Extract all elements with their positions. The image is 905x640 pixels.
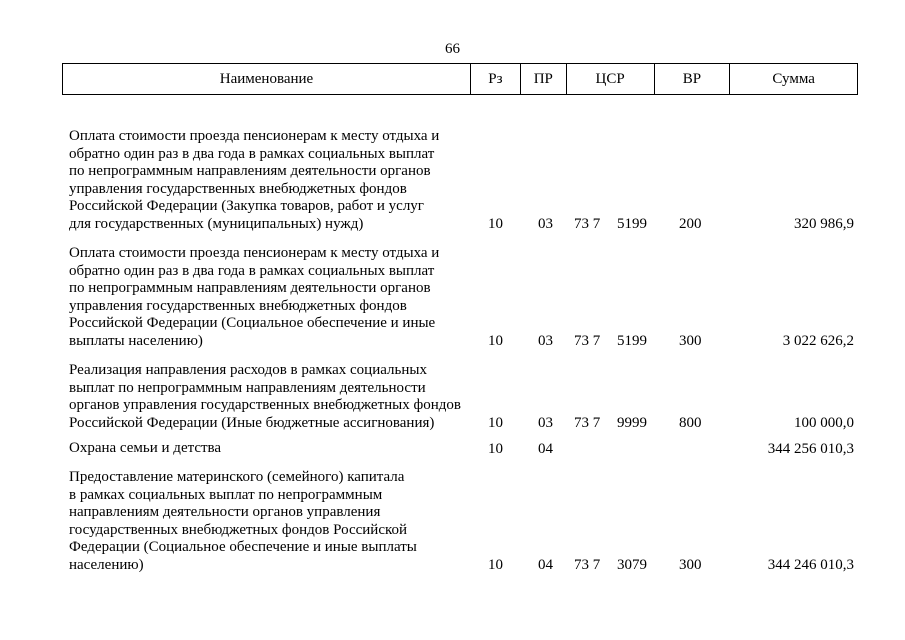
description-line: по непрограммным направлениям деятельности органов — [69, 163, 431, 179]
row-description — [69, 362, 469, 432]
cell-rz: 10 — [488, 332, 503, 349]
cell-pr: 03 — [538, 414, 553, 431]
row-description — [69, 440, 469, 458]
cell-sum: 344 246 010,3 — [767, 556, 854, 573]
header-csr: ЦСР — [567, 64, 655, 94]
row-description — [69, 469, 469, 574]
header-vr: ВР — [655, 64, 731, 94]
row-description — [69, 245, 469, 350]
description-line: населению) — [69, 556, 144, 573]
description-line: направлениям деятельности органов управления — [69, 504, 381, 520]
cell-csr-prefix: 73 7 — [574, 332, 601, 349]
table-row — [62, 362, 858, 432]
description-line: выплат по непрограммным направлениям деятельности — [69, 379, 426, 396]
cell-csr-prefix: 73 7 — [574, 556, 601, 573]
table-header — [62, 63, 858, 95]
description-line: управления государственных внебюджетных фондов — [69, 180, 407, 197]
cell-sum: 3 022 626,2 — [782, 332, 854, 349]
cell-csr-prefix: 73 7 — [574, 414, 601, 431]
description-line: государственных внебюджетных фондов Российской — [69, 521, 408, 538]
description-line: выплаты населению) — [69, 332, 203, 349]
cell-csr-code: 5199 — [617, 215, 647, 232]
cell-csr-code: 9999 — [617, 414, 647, 431]
cell-pr: 03 — [538, 215, 553, 232]
cell-vr: 300 — [679, 332, 702, 349]
description-line: органов управления государственных внебюджетных фондов — [69, 397, 461, 413]
header-pr: ПР — [521, 64, 567, 94]
description-line: обратно один раз в два года в рамках социальных выплат — [69, 145, 435, 162]
cell-vr: 200 — [679, 215, 702, 232]
cell-vr: 800 — [679, 414, 702, 431]
header-rz: Рз — [471, 64, 521, 94]
description-line: Российской Федерации (Социальное обеспечение и иные — [69, 315, 436, 331]
table-row — [62, 440, 858, 458]
description-line: для государственных (муниципальных) нужд) — [69, 215, 364, 232]
header-name: Наименование — [63, 64, 471, 94]
cell-sum: 344 256 010,3 — [767, 440, 854, 457]
cell-csr-code: 5199 — [617, 332, 647, 349]
cell-vr: 300 — [679, 556, 702, 573]
description-line: управления государственных внебюджетных фондов — [69, 297, 407, 314]
cell-rz: 10 — [488, 414, 503, 431]
table-row — [62, 469, 858, 574]
description-line: Российской Федерации (Закупка товаров, работ и услуг — [69, 198, 424, 214]
description-line: Российской Федерации (Иные бюджетные ассигнования) — [69, 414, 435, 431]
description-line: Оплата стоимости проезда пенсионерам к месту отдыха и — [69, 128, 440, 144]
cell-pr: 03 — [538, 332, 553, 349]
description-line: по непрограммным направлениям деятельности органов — [69, 280, 431, 296]
page-number: 66 — [445, 41, 460, 57]
cell-sum: 320 986,9 — [794, 215, 854, 232]
description-line: в рамках социальных выплат по непрограммным — [69, 486, 383, 503]
table-row — [62, 245, 858, 350]
cell-sum: 100 000,0 — [794, 414, 854, 431]
description-line: Оплата стоимости проезда пенсионерам к месту отдыха и — [69, 245, 440, 261]
description-line: Реализация направления расходов в рамках социальных — [69, 362, 427, 378]
cell-pr: 04 — [538, 440, 553, 457]
cell-csr-prefix: 73 7 — [574, 215, 601, 232]
table-row — [62, 128, 858, 233]
description-line: Федерации (Социальное обеспечение и иные выплаты — [69, 539, 417, 555]
cell-csr-code: 3079 — [617, 556, 647, 573]
description-line: Охрана семьи и детства — [69, 440, 222, 456]
cell-rz: 10 — [488, 215, 503, 232]
row-description — [69, 128, 469, 233]
header-sum: Сумма — [772, 70, 815, 87]
description-line: обратно один раз в два года в рамках социальных выплат — [69, 262, 435, 279]
cell-rz: 10 — [488, 440, 503, 457]
cell-rz: 10 — [488, 556, 503, 573]
cell-pr: 04 — [538, 556, 553, 573]
description-line: Предоставление материнского (семейного) капитала — [69, 469, 405, 485]
